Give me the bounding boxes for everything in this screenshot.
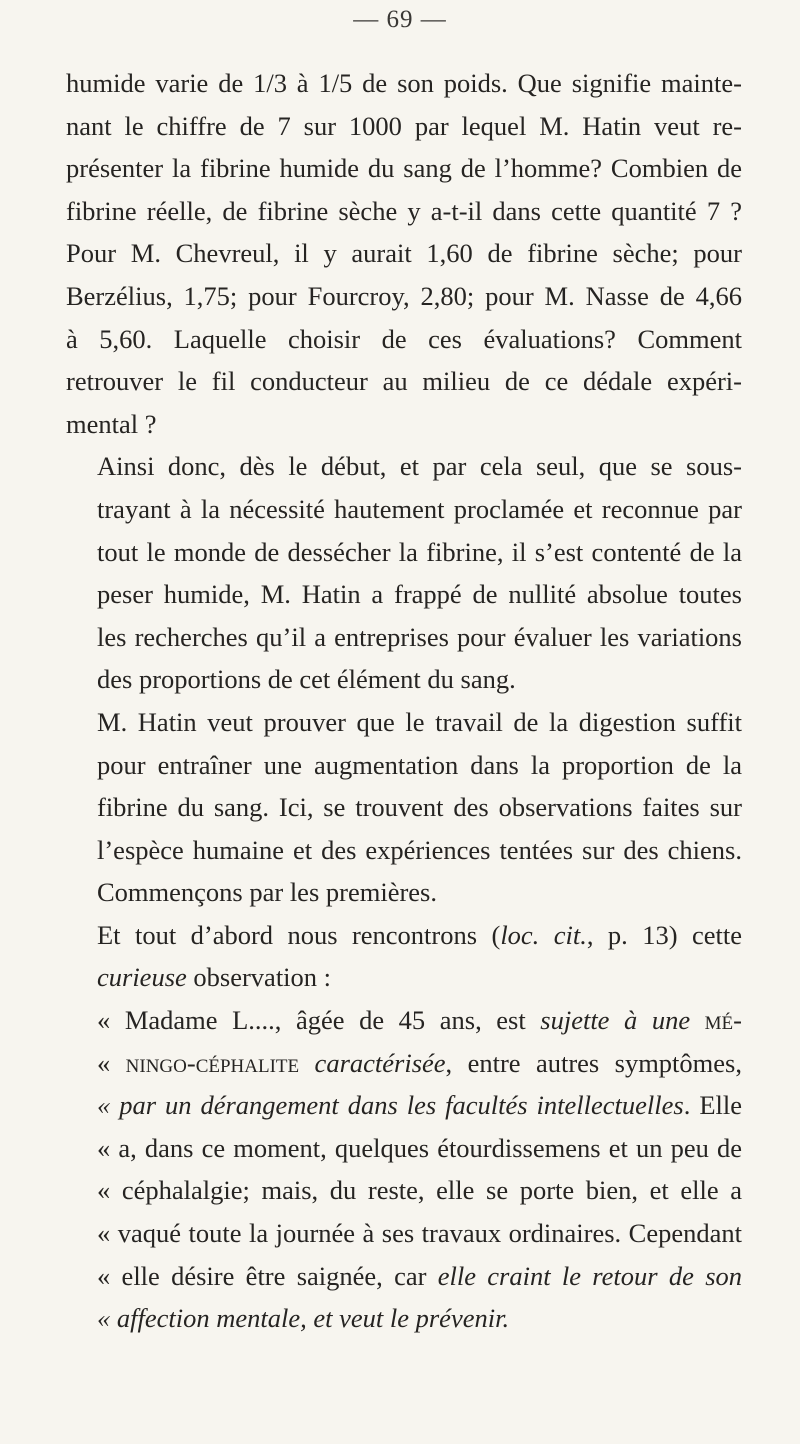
quote-line	[66, 999, 742, 1042]
text-line: Ainsi donc, dès le début, et par cela seul, que se sous-	[97, 451, 742, 482]
text-line: Pour M. Chevreul, il y aurait 1,60 de fibrine sèche; pour	[66, 238, 742, 269]
text-line: nant le chiffre de 7 sur 1000 par lequel M. Hatin veut re-	[66, 110, 742, 141]
text-line: fibrine du sang. Ici, se trouvent des observations faites sur	[97, 792, 742, 823]
text-line: Commençons par les premières.	[97, 877, 437, 908]
text-line: M. Hatin veut prouver que le travail de la digestion suffit	[97, 706, 742, 737]
text-line: peser humide, M. Hatin a frappé de nullité absolue toutes	[97, 579, 742, 610]
text-run: , entre autres symptômes,	[445, 1047, 742, 1078]
small-caps-run: « ningo-céphalite	[97, 1047, 300, 1078]
text-line	[66, 956, 742, 999]
quote-line: « a, dans ce moment, quelques étourdissemens et un peu de	[97, 1132, 742, 1163]
paragraph-3	[66, 701, 742, 914]
paragraph-4	[66, 914, 742, 999]
text-line: mental ?	[66, 408, 157, 439]
text-run: . Elle	[683, 1090, 742, 1121]
page-body	[66, 62, 742, 1340]
quote-line	[66, 1255, 742, 1298]
text-run: « elle désire être saignée, car	[97, 1260, 438, 1291]
text-run: Et tout d’abord nous rencontrons (	[97, 919, 501, 950]
text-line: présenter la fibrine humide du sang de l’homme? Combien de	[66, 153, 742, 184]
text-line: fibrine réelle, de fibrine sèche y a-t-il dans cette quantité 7 ?	[66, 195, 742, 226]
emphasis: caractérisée	[299, 1047, 446, 1078]
text-line: les recherches qu’il a entreprises pour évaluer les variations	[97, 621, 742, 652]
citation-loc-cit: loc. cit.	[500, 919, 587, 950]
text-line: l’espèce humaine et des expériences tentées sur des chiens.	[97, 834, 742, 865]
emphasis: sujette à une	[540, 1005, 691, 1036]
paragraph-1	[66, 62, 742, 445]
quote-line: « vaqué toute la journée à ses travaux ordinaires. Cependant	[97, 1218, 742, 1249]
text-run: « Madame L...., âgée de 45 ans, est	[97, 1005, 541, 1036]
text-line: des proportions de cet élément du sang.	[97, 664, 516, 695]
emphasis: « affection mentale, et veut le prévenir.	[97, 1303, 510, 1334]
quote-line	[66, 1297, 742, 1340]
text-line: trayant à la nécessité hautement proclamée et reconnue par	[97, 493, 742, 524]
quote-line	[66, 1042, 742, 1085]
text-line: Berzélius, 1,75; pour Fourcroy, 2,80; pour M. Nasse de 4,66	[66, 280, 742, 311]
text-line	[66, 914, 742, 957]
quotation	[66, 999, 742, 1340]
text-run: , p. 13) cette	[586, 919, 742, 950]
emphasis: elle craint le retour de son	[437, 1260, 743, 1291]
emphasis: « par un dérangement dans les facultés intellectuelles	[97, 1090, 684, 1121]
text-line: humide varie de 1/3 à 1/5 de son poids. Que signifie mainte-	[66, 68, 742, 98]
text-line: tout le monde de dessécher la fibrine, il s’est contenté de la	[97, 536, 742, 567]
text-run: observation :	[186, 962, 332, 993]
quote-line: « céphalalgie; mais, du reste, elle se porte bien, et elle a	[97, 1175, 742, 1206]
text-line: à 5,60. Laquelle choisir de ces évaluations? Comment	[66, 323, 742, 354]
emphasis-curieuse: curieuse	[97, 962, 187, 993]
text-line: retrouver le fil conducteur au milieu de ce dédale expéri-	[66, 366, 742, 397]
quote-line	[66, 1084, 742, 1127]
text-line: pour entraîner une augmentation dans la proportion de la	[97, 749, 742, 780]
page-number: — 69 —	[353, 6, 447, 33]
paragraph-2	[66, 445, 742, 701]
small-caps-run: mé-	[690, 1005, 742, 1036]
